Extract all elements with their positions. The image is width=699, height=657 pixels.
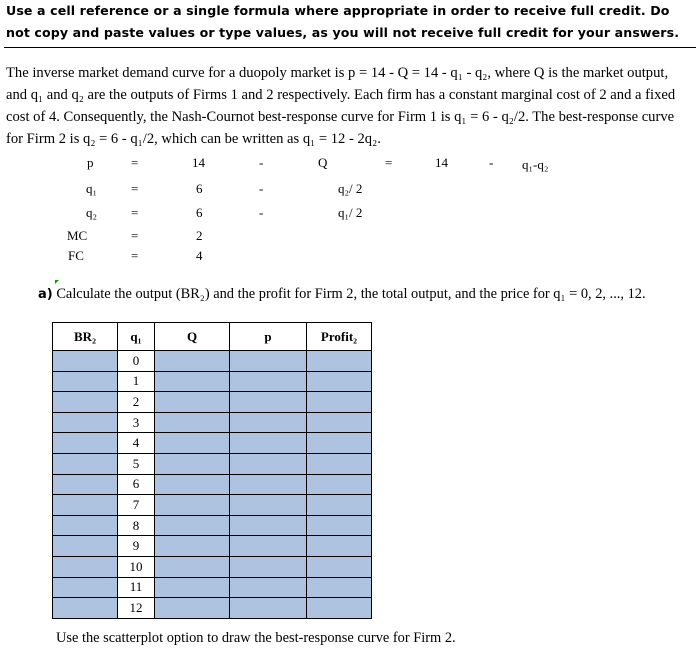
q1-cell: 3	[118, 412, 155, 433]
br2-cell[interactable]	[53, 351, 118, 372]
param-dash: -	[259, 205, 264, 220]
param-label: q₁	[86, 181, 98, 196]
table-row	[53, 453, 372, 474]
param-eq: =	[131, 155, 139, 170]
profit2-cell[interactable]	[307, 392, 372, 413]
header-q: Q	[155, 323, 230, 351]
p-cell[interactable]	[230, 515, 307, 536]
profit2-cell[interactable]	[307, 536, 372, 557]
param-label: p	[87, 155, 94, 170]
profit2-cell[interactable]	[307, 515, 372, 536]
q-cell[interactable]	[155, 474, 230, 495]
table-row	[53, 536, 372, 557]
header-q1: q₁	[118, 323, 155, 351]
q-cell[interactable]	[155, 433, 230, 454]
q-cell[interactable]	[155, 371, 230, 392]
p-cell[interactable]	[230, 495, 307, 516]
param-value: 14	[192, 155, 205, 170]
q-cell[interactable]	[155, 556, 230, 577]
param-extra-eq: =	[385, 155, 393, 170]
table-header-row	[53, 323, 372, 351]
q1-cell: 10	[118, 556, 155, 577]
instructions-notice: Use a cell reference or a single formula where appropriate in order to receive full credit. Do not copy and paste values or type values, as you will not receive full credit for your answers.	[6, 3, 680, 40]
p-cell[interactable]	[230, 371, 307, 392]
q1-cell: 11	[118, 577, 155, 598]
question-label: a)	[38, 287, 53, 302]
br2-cell[interactable]	[53, 453, 118, 474]
table-row	[53, 433, 372, 454]
divider	[4, 47, 696, 48]
br2-cell[interactable]	[53, 474, 118, 495]
q1-cell: 0	[118, 351, 155, 372]
param-extra-dash: -	[489, 155, 494, 170]
param-dash: -	[259, 155, 264, 170]
q1-cell: 2	[118, 392, 155, 413]
q-cell[interactable]	[155, 598, 230, 619]
table-row	[53, 495, 372, 516]
param-extra-label: Q	[318, 155, 328, 170]
p-cell[interactable]	[230, 474, 307, 495]
p-cell[interactable]	[230, 577, 307, 598]
param-value: 6	[196, 205, 203, 220]
problem-line-3: cost of 4. Consequently, the Nash-Cournot best-response curve for Firm 1 is q₁ = 6 - q₂/2. The best-response curve	[6, 109, 675, 125]
param-eq: =	[131, 228, 139, 243]
table-row	[53, 515, 372, 536]
table-row	[53, 371, 372, 392]
header-p: p	[230, 323, 307, 351]
table-row	[53, 392, 372, 413]
q1-cell: 4	[118, 433, 155, 454]
br2-cell[interactable]	[53, 536, 118, 557]
param-extra-tail: q₁-q₂	[522, 157, 549, 172]
table-row	[53, 412, 372, 433]
br2-cell[interactable]	[53, 412, 118, 433]
param-value: 2	[196, 228, 203, 243]
p-cell[interactable]	[230, 556, 307, 577]
profit2-cell[interactable]	[307, 577, 372, 598]
question-text: Calculate the output (BR₂) and the profit for Firm 2, the total output, and the price for q₁ = 0, 2, ..., 12.	[56, 286, 646, 302]
br2-cell[interactable]	[53, 495, 118, 516]
br2-cell[interactable]	[53, 577, 118, 598]
p-cell[interactable]	[230, 598, 307, 619]
header-br2: BR₂	[53, 323, 118, 351]
question-a	[38, 286, 646, 303]
profit2-cell[interactable]	[307, 598, 372, 619]
br2-cell[interactable]	[53, 392, 118, 413]
profit2-cell[interactable]	[307, 412, 372, 433]
comment-marker	[55, 280, 59, 284]
q1-cell: 6	[118, 474, 155, 495]
p-cell[interactable]	[230, 392, 307, 413]
param-dash: -	[259, 181, 264, 196]
profit2-cell[interactable]	[307, 495, 372, 516]
param-label: MC	[67, 228, 88, 243]
p-cell[interactable]	[230, 536, 307, 557]
q-cell[interactable]	[155, 536, 230, 557]
profit2-cell[interactable]	[307, 371, 372, 392]
p-cell[interactable]	[230, 453, 307, 474]
q-cell[interactable]	[155, 392, 230, 413]
param-extra-label: q₂/ 2	[338, 181, 363, 196]
q1-cell: 1	[118, 371, 155, 392]
table-row	[53, 351, 372, 372]
q-cell[interactable]	[155, 495, 230, 516]
q1-cell: 7	[118, 495, 155, 516]
q-cell[interactable]	[155, 412, 230, 433]
q1-cell: 9	[118, 536, 155, 557]
p-cell[interactable]	[230, 412, 307, 433]
q-cell[interactable]	[155, 515, 230, 536]
param-label: FC	[68, 248, 84, 263]
profit2-cell[interactable]	[307, 433, 372, 454]
param-eq: =	[131, 205, 139, 220]
profit2-cell[interactable]	[307, 453, 372, 474]
answer-table	[52, 322, 372, 619]
q1-cell: 5	[118, 453, 155, 474]
profit2-cell[interactable]	[307, 556, 372, 577]
param-extra-value: 14	[435, 155, 448, 170]
problem-line-1: The inverse market demand curve for a duopoly market is p = 14 - Q = 14 - q₁ - q₂, where Q is the market output,	[6, 65, 669, 81]
q1-cell: 12	[118, 598, 155, 619]
br2-cell[interactable]	[53, 556, 118, 577]
param-eq: =	[131, 181, 139, 196]
q-cell[interactable]	[155, 453, 230, 474]
param-label: q₂	[86, 205, 98, 220]
problem-line-2: and q₁ and q₂ are the outputs of Firms 1 and 2 respectively. Each firm has a constant marginal cost of 2 and a fixed	[6, 87, 676, 103]
br2-cell[interactable]	[53, 433, 118, 454]
param-value: 6	[196, 181, 203, 196]
table-row	[53, 577, 372, 598]
footer-instruction: Use the scatterplot option to draw the best-response curve for Firm 2.	[56, 630, 456, 646]
param-value: 4	[196, 248, 203, 263]
profit2-cell[interactable]	[307, 474, 372, 495]
table-row	[53, 556, 372, 577]
param-eq: =	[131, 248, 139, 263]
table-row	[53, 598, 372, 619]
table-row	[53, 474, 372, 495]
br2-cell[interactable]	[53, 598, 118, 619]
q1-cell: 8	[118, 515, 155, 536]
profit2-cell[interactable]	[307, 351, 372, 372]
p-cell[interactable]	[230, 433, 307, 454]
q-cell[interactable]	[155, 577, 230, 598]
problem-text	[6, 62, 692, 150]
param-extra-label: q₁/ 2	[338, 205, 363, 220]
header-profit2: Profit₂	[307, 323, 372, 351]
br2-cell[interactable]	[53, 515, 118, 536]
p-cell[interactable]	[230, 351, 307, 372]
q-cell[interactable]	[155, 351, 230, 372]
problem-line-4: for Firm 2 is q₂ = 6 - q₁/2, which can be written as q₁ = 12 - 2q₂.	[6, 131, 381, 147]
br2-cell[interactable]	[53, 371, 118, 392]
